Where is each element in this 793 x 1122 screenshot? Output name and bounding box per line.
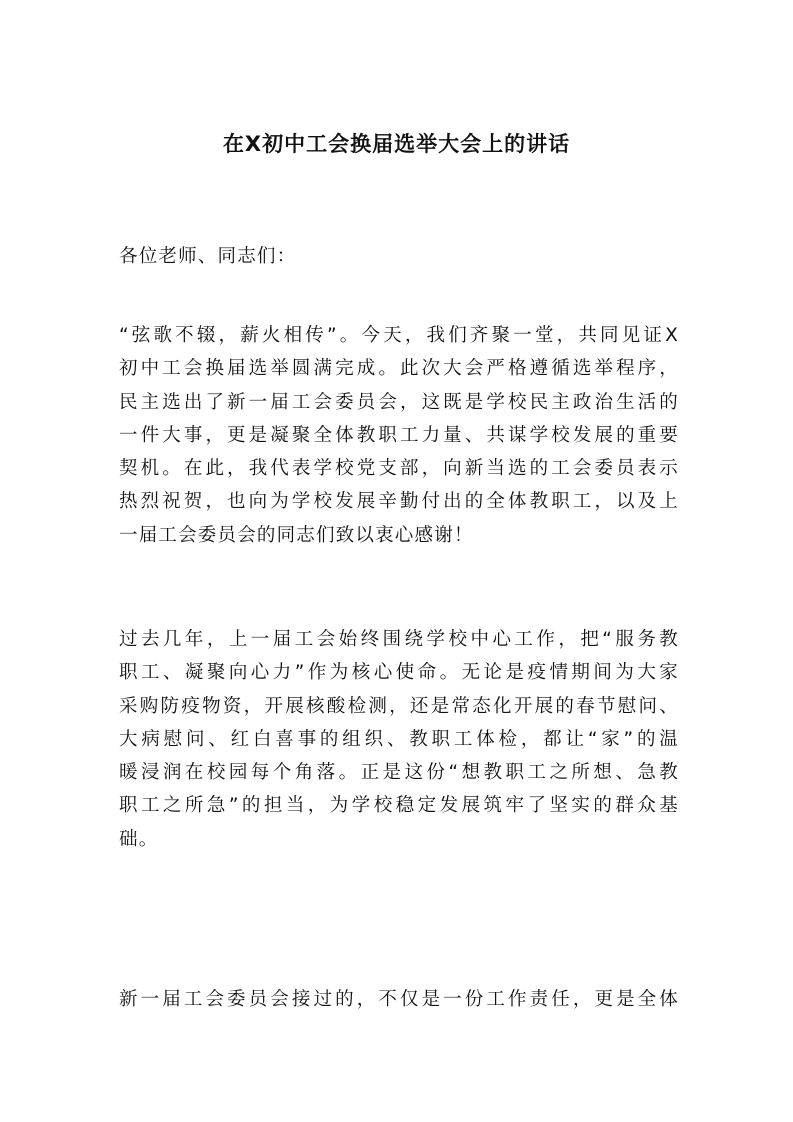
paragraph-line: 大病慰问、红白喜事的组织、教职工体检，都让“家”的温: [119, 728, 679, 750]
paragraph-line: 采购防疫物资，开展核酸检测，还是常态化开展的春节慰问、: [119, 695, 679, 717]
paragraph-line: 新一届工会委员会接过的，不仅是一份工作责任，更是全体: [119, 989, 679, 1010]
paragraph-line: 一届工会委员会的同志们致以衷心感谢！: [119, 524, 474, 546]
paragraph-1: [119, 319, 679, 552]
paragraph-line: 契机。在此，我代表学校党支部，向新当选的工会委员表示: [119, 458, 679, 480]
paragraph-line: 初中工会换届选举圆满完成。此次大会严格遵循选举程序，: [119, 358, 679, 380]
paragraph-2: [119, 623, 679, 856]
paragraph-3: [119, 983, 679, 1016]
salutation: 各位老师、同志们：: [119, 246, 297, 267]
paragraph-line: 础。: [119, 828, 159, 850]
paragraph-line: “弦歌不辍，薪火相传”。今天，我们齐聚一堂，共同见证X: [119, 325, 679, 346]
paragraph-line: 民主选出了新一届工会委员会，这既是学校民主政治生活的: [119, 391, 679, 413]
paragraph-line: 一件大事，更是凝聚全体教职工力量、共谋学校发展的重要: [119, 424, 679, 446]
paragraph-line: 过去几年，上一届工会始终围绕学校中心工作，把“服务教: [119, 629, 679, 650]
document-title: 在X初中工会换届选举大会上的讲话: [222, 132, 571, 156]
paragraph-line: 暖浸润在校园每个角落。正是这份“想教职工之所想、急教: [119, 762, 679, 784]
paragraph-line: 职工之所急”的担当，为学校稳定发展筑牢了坚实的群众基: [119, 795, 679, 817]
paragraph-line: 职工、凝聚向心力”作为核心使命。无论是疫情期间为大家: [119, 662, 679, 684]
paragraph-line: 热烈祝贺，也向为学校发展辛勤付出的全体教职工，以及上: [119, 491, 679, 513]
